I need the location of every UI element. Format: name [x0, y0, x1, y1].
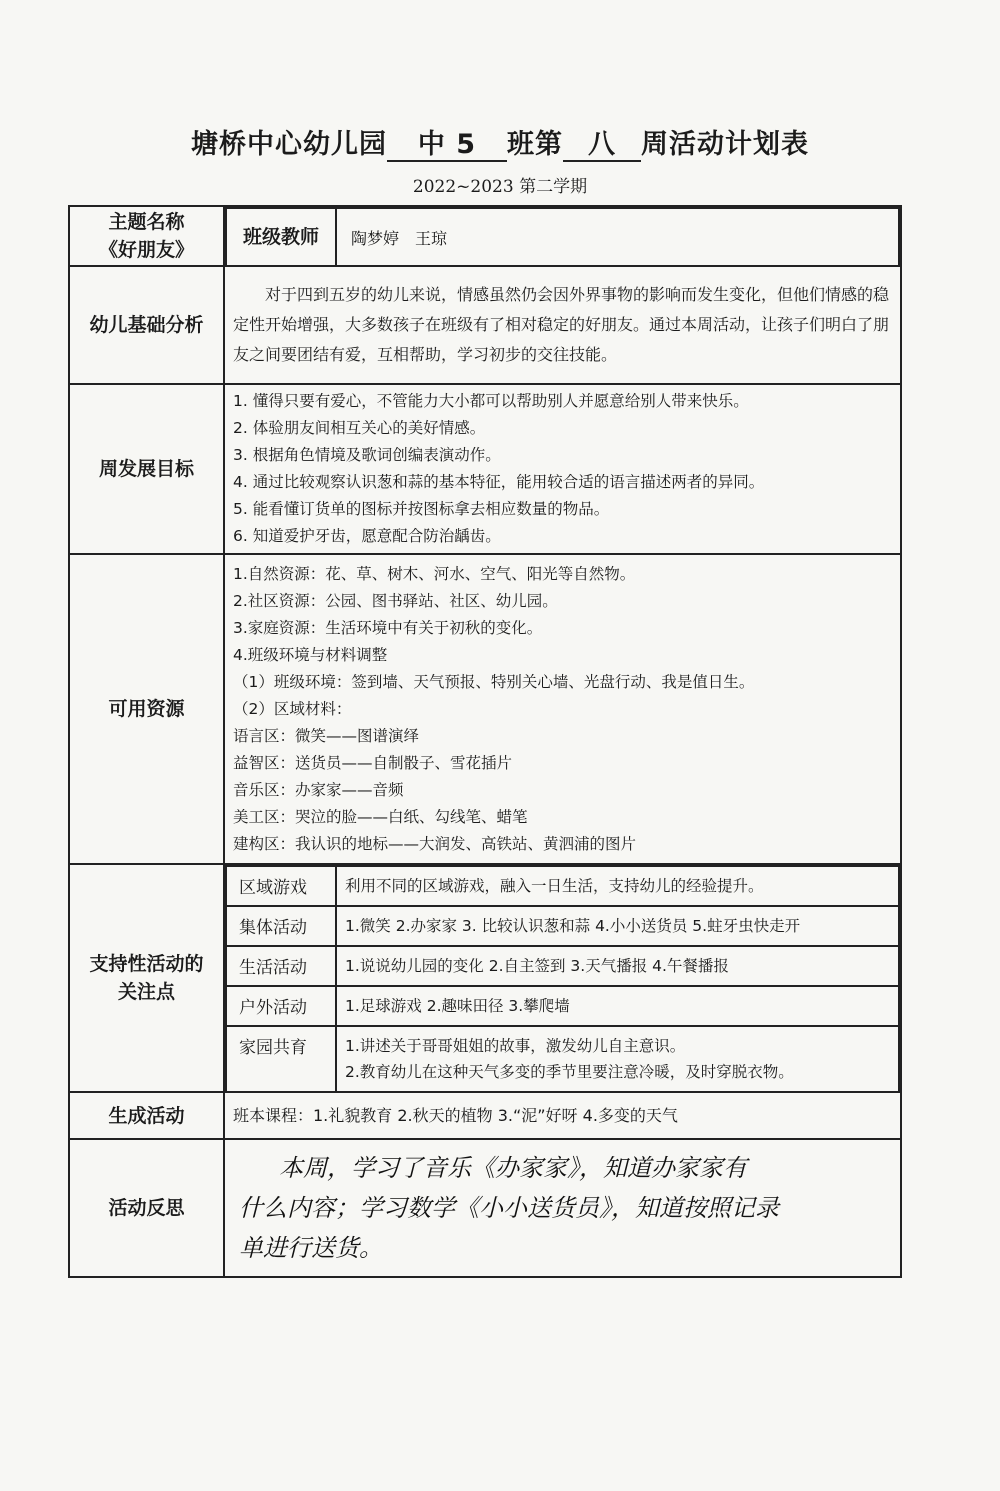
resource-item: 美工区：哭泣的脸——白纸、勾线笔、蜡笔	[233, 807, 528, 826]
resource-item: 建构区：我认识的地标——大润发、高铁站、黄泗浦的图片	[233, 834, 637, 853]
support-label-line1: 支持性活动的	[89, 953, 204, 975]
resource-item: 4.班级环境与材料调整	[233, 645, 388, 664]
support-label	[69, 864, 224, 1092]
resources-list	[224, 554, 901, 864]
reflection-handwriting	[224, 1139, 901, 1277]
analysis-label: 幼儿基础分析	[69, 266, 224, 384]
goal-item: 2. 体验朋友间相互关心的美好情感。	[233, 419, 486, 437]
support-key: 家园共育	[226, 1026, 336, 1091]
class-field: 中 5	[387, 130, 507, 162]
support-value: 利用不同的区域游戏，融入一日生活，支持幼儿的经验提升。	[336, 866, 899, 906]
support-value-line: 1.讲述关于哥哥姐姐的故事，激发幼儿自主意识。	[345, 1037, 686, 1055]
support-value-line: 2.教育幼儿在这种天气多变的季节里要注意冷暖，及时穿脱衣物。	[345, 1063, 794, 1081]
support-key: 区域游戏	[226, 866, 336, 906]
semester-label: 2022~2023 第二学期	[412, 177, 588, 197]
goal-item: 6. 知道爱护牙齿，愿意配合防治龋齿。	[233, 527, 501, 545]
theme-label: 主题名称	[108, 211, 185, 233]
support-value	[336, 1026, 899, 1091]
generated-label: 生成活动	[69, 1092, 224, 1139]
support-value: 1.足球游戏 2.趣味田径 3.攀爬墙	[336, 986, 899, 1026]
resource-item: 3.家庭资源：生活环境中有关于初秋的变化。	[233, 618, 543, 637]
generated-text: 班本课程：1.礼貌教育 2.秋天的植物 3.“泥”好呀 4.多变的天气	[224, 1092, 901, 1139]
goal-item: 4. 通过比较观察认识葱和蒜的基本特征，能用较合适的语言描述两者的异同。	[233, 473, 765, 491]
analysis-text: 对于四到五岁的幼儿来说，情感虽然仍会因外界事物的影响而发生变化，但他们情感的稳定性开始增强，大多数孩子在班级有了相对稳定的好朋友。通过本周活动，让孩子们明白了朋友之间要团结有爱，互相帮助，学习初步的交往技能。	[224, 266, 901, 384]
resource-item: 1.自然资源：花、草、树木、河水、空气、阳光等自然物。	[233, 564, 636, 583]
resource-item: 益智区：送货员——自制骰子、雪花插片	[233, 753, 513, 772]
support-key: 户外活动	[226, 986, 336, 1026]
title-prefix: 塘桥中心幼儿园	[191, 129, 387, 160]
teacher-names: 陶梦婷 王琼	[336, 208, 899, 265]
goal-item: 5. 能看懂订货单的图标并按图标拿去相应数量的物品。	[233, 500, 610, 518]
activity-plan-table	[68, 205, 902, 1278]
page-title	[0, 122, 1000, 162]
title-suffix: 周活动计划表	[641, 129, 809, 160]
class-word: 班第	[507, 129, 563, 160]
resource-item: 2.社区资源：公园、图书驿站、社区、幼儿园。	[233, 591, 558, 610]
goals-label: 周发展目标	[69, 384, 224, 554]
week-field: 八	[563, 130, 641, 162]
support-key: 生活活动	[226, 946, 336, 986]
resource-item: （1）班级环境：签到墙、天气预报、特别关心墙、光盘行动、我是值日生。	[233, 672, 755, 691]
resource-item: （2）区域材料：	[233, 699, 352, 718]
goals-list	[224, 384, 901, 554]
support-value: 1.微笑 2.办家家 3. 比较认识葱和蒜 4.小小送货员 5.蛀牙虫快走开	[336, 906, 899, 946]
theme-name: 《好朋友》	[98, 239, 194, 261]
support-label-line2: 关注点	[117, 981, 175, 1003]
goal-item: 3. 根据角色情境及歌词创编表演动作。	[233, 446, 501, 464]
teacher-label: 班级教师	[226, 208, 336, 265]
resource-item: 音乐区：办家家——音频	[233, 780, 404, 799]
reflection-line: 什么内容；学习数学《小小送货员》，知道按照记录	[239, 1194, 779, 1222]
reflection-line: 单进行送货。	[239, 1234, 383, 1262]
support-value: 1.说说幼儿园的变化 2.自主签到 3.天气播报 4.午餐播报	[336, 946, 899, 986]
reflection-label: 活动反思	[69, 1139, 224, 1277]
reflection-line: 本周，学习了音乐《办家家》，知道办家家有	[279, 1154, 747, 1182]
resource-item: 语言区：微笑——图谱演绎	[233, 726, 420, 745]
resources-label: 可用资源	[69, 554, 224, 864]
theme-cell	[69, 206, 224, 266]
goal-item: 1. 懂得只要有爱心，不管能力大小都可以帮助别人并愿意给别人带来快乐。	[233, 392, 749, 410]
support-key: 集体活动	[226, 906, 336, 946]
